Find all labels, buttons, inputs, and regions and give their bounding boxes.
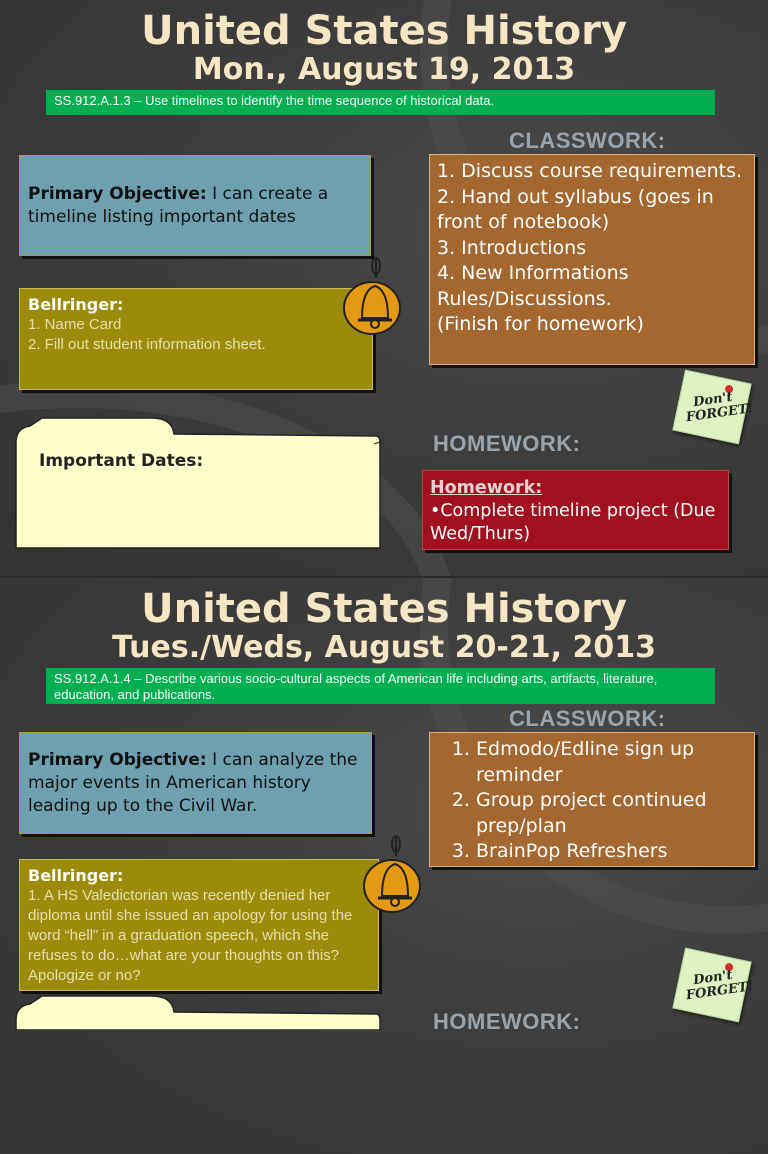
- classwork-item: 3. BrainPop Refreshers: [476, 839, 747, 865]
- bellringer-title: Bellringer:: [28, 866, 124, 885]
- objective-label: Primary Objective:: [28, 184, 207, 204]
- objective-box: [19, 155, 371, 256]
- bellringer-line: 1. Name Card: [28, 316, 122, 333]
- standard-banner: SS.912.A.1.4 – Describe various socio-cultural aspects of American life including arts, artifacts, literature, education, and publications.: [46, 668, 715, 704]
- sticky-note-icon: [672, 948, 755, 1023]
- classwork-item: (Finish for homework): [437, 313, 644, 335]
- classwork-item: 2. Hand out syllabus (goes in front of notebook): [437, 185, 714, 233]
- homework-text: •Complete timeline project (Due Wed/Thurs): [430, 501, 716, 544]
- bellringer-box: [19, 288, 373, 390]
- note-text: Don't FORGET!: [685, 967, 755, 1004]
- folder-label: Important Dates:: [39, 451, 204, 471]
- classwork-item: 1. Discuss course requirements.: [437, 160, 743, 182]
- slide-2: [0, 576, 768, 1154]
- bell-icon: [358, 834, 428, 916]
- classwork-item: 1. Edmodo/Edline sign up reminder: [476, 737, 747, 788]
- classwork-item: 3. Introductions: [437, 236, 587, 259]
- objective-label: Primary Objective:: [28, 750, 207, 770]
- classwork-box: [429, 732, 755, 867]
- classwork-item: 4. New Informations Rules/Discussions.: [437, 262, 629, 310]
- sticky-note-icon: [672, 370, 755, 445]
- homework-title: Homework:: [430, 478, 543, 498]
- bell-icon: [338, 256, 408, 338]
- bellringer-box: [19, 859, 379, 991]
- classwork-heading: CLASSWORK:: [509, 128, 666, 153]
- bellringer-text: 1. A HS Valedictorian was recently denied her diploma until she issued an apology for using the word “hell” in a graduation speech, which she refuses to do…what are your thoughts on this? Apologize or no?: [28, 887, 353, 984]
- classwork-list: [437, 737, 747, 865]
- slide-date: Mon., August 19, 2013: [192, 52, 576, 87]
- slide-title: United States History: [141, 8, 627, 54]
- classwork-heading: CLASSWORK:: [509, 706, 666, 731]
- note-text: Don't FORGET!: [685, 389, 755, 426]
- slide-1: [0, 0, 768, 576]
- classwork-box: [429, 154, 755, 365]
- objective-box: [19, 732, 372, 834]
- homework-heading: HOMEWORK:: [433, 431, 581, 456]
- objective-text: I can create a timeline listing important dates: [28, 184, 329, 227]
- folder-icon: [12, 990, 384, 1030]
- bellringer-line: 2. Fill out student information sheet.: [28, 336, 266, 353]
- slide-title: United States History: [141, 586, 627, 632]
- bellringer-title: Bellringer:: [28, 295, 124, 314]
- classwork-item: 2. Group project continued prep/plan: [476, 788, 747, 839]
- objective-text: I can analyze the major events in American history leading up to the Civil War.: [28, 750, 358, 816]
- homework-box: [422, 470, 729, 550]
- folder-icon: [12, 412, 384, 552]
- standard-banner: SS.912.A.1.3 – Use timelines to identify the time sequence of historical data.: [46, 90, 715, 115]
- homework-heading: HOMEWORK:: [433, 1009, 581, 1034]
- slide-date: Tues./Weds, August 20-21, 2013: [112, 630, 656, 665]
